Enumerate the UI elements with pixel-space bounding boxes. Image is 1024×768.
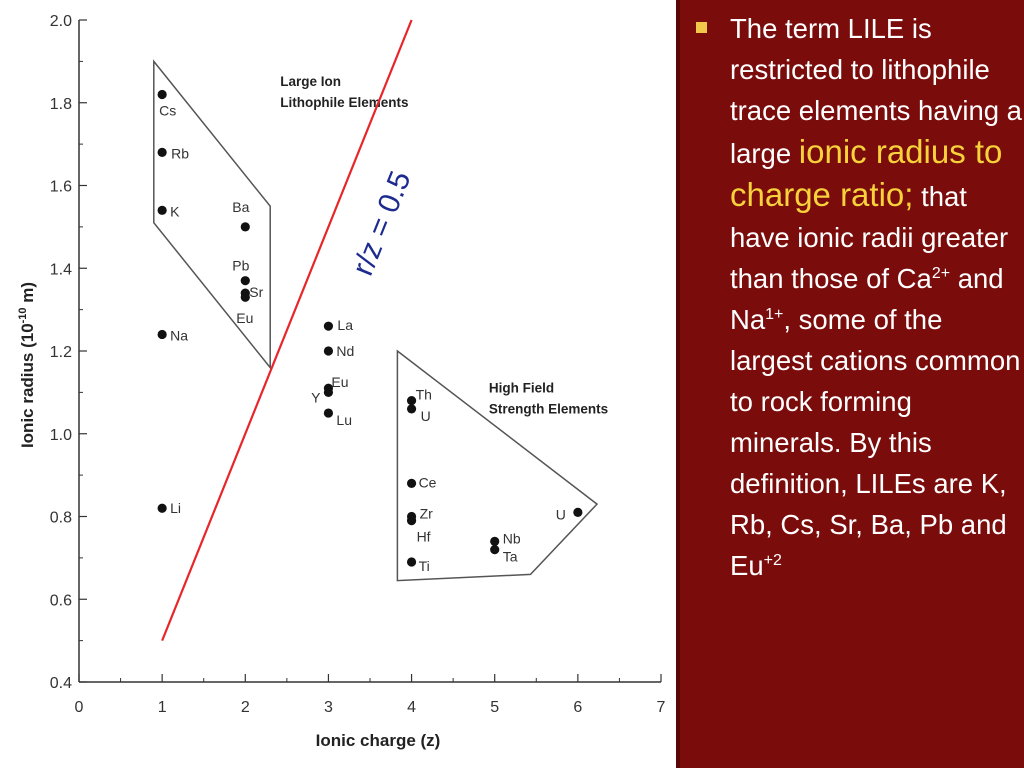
reference-line: [162, 20, 411, 641]
y-tick-label: 0.6: [49, 592, 72, 610]
data-point-na: [158, 330, 167, 339]
point-label-eu: Eu: [331, 374, 349, 391]
data-point-u: [573, 508, 582, 517]
calcium-charge: 2+: [931, 264, 951, 282]
x-tick-label: 4: [407, 699, 417, 716]
y-tick-label: 0.8: [49, 509, 72, 527]
point-label-pb: Pb: [232, 257, 250, 274]
y-tick-label: 1.4: [49, 261, 72, 279]
bullet-text: [730, 8, 1022, 586]
x-axis-label: Ionic charge (z): [315, 731, 441, 750]
data-point-nb: [490, 537, 499, 546]
point-label-u: U: [420, 407, 431, 424]
data-point-ce: [407, 479, 416, 488]
text-panel: [676, 0, 1024, 768]
point-label-eu: Eu: [236, 310, 254, 327]
point-label-la: La: [337, 317, 354, 334]
europium-charge: +2: [763, 551, 782, 569]
data-point-ti: [407, 557, 416, 566]
sodium-charge: 1+: [765, 305, 784, 323]
y-axis-label-unit: m): [18, 281, 37, 308]
data-point-k: [158, 206, 167, 215]
data-point-ta: [490, 545, 499, 554]
x-tick-label: 0: [74, 699, 84, 716]
point-label-li: Li: [170, 500, 182, 517]
point-label-zr: Zr: [419, 505, 433, 522]
point-label-cs: Cs: [159, 102, 177, 119]
data-point-ba: [241, 222, 250, 231]
y-axis-label-main: Ionic radius (10: [18, 323, 37, 449]
y-tick-label: 1.6: [49, 178, 72, 196]
point-label-ce: Ce: [418, 474, 437, 491]
point-label-ba: Ba: [232, 198, 250, 215]
lile-region-label: Lithophile Elements: [280, 95, 409, 111]
point-label-lu: Lu: [336, 412, 353, 429]
data-point-u: [407, 404, 416, 413]
point-label-rb: Rb: [171, 145, 190, 162]
data-point-cs: [158, 90, 167, 99]
x-tick-label: 5: [490, 699, 500, 716]
text-part-4: , some of the largest cations common to rock forming minerals. By this definition, LILEs are K, Rb, Cs, Sr, Ba, Pb and Eu: [730, 304, 1021, 581]
point-label-y: Y: [311, 389, 321, 406]
hfse-region-label: High Field: [488, 380, 555, 396]
point-label-sr: Sr: [249, 284, 264, 301]
lile-region-label: Large Ion: [280, 74, 341, 90]
point-label-ta: Ta: [502, 548, 518, 565]
x-tick-label: 1: [157, 699, 167, 716]
x-tick-label: 6: [573, 699, 583, 716]
y-axis-label: [17, 282, 37, 448]
y-tick-label: 1.0: [49, 426, 72, 444]
y-tick-label: 1.8: [49, 95, 72, 113]
point-label-k: K: [170, 203, 180, 220]
highlighted-phrase: ionic radius to charge ratio;: [730, 133, 1003, 213]
data-point-rb: [158, 148, 167, 157]
y-tick-label: 1.2: [49, 344, 72, 361]
y-tick-label: 2.0: [49, 13, 72, 30]
x-tick-label: 7: [656, 699, 666, 716]
data-point-la: [324, 322, 333, 331]
point-label-u: U: [555, 506, 566, 523]
y-axis-label-exponent: -10: [17, 307, 29, 324]
point-label-ti: Ti: [418, 558, 430, 575]
point-label-th: Th: [415, 386, 432, 403]
x-tick-label: 3: [323, 699, 333, 716]
data-point-li: [158, 504, 167, 513]
point-label-nd: Nd: [336, 343, 355, 359]
data-point-nd: [324, 346, 333, 355]
reference-line-label: r/z = 0.5: [346, 166, 418, 281]
data-point-lu: [324, 408, 333, 417]
x-tick-label: 2: [240, 699, 250, 716]
hfse-region-label: Strength Elements: [488, 401, 609, 417]
y-tick-label: 0.4: [49, 675, 72, 692]
bullet-square-icon: [696, 22, 707, 33]
text-part-2: that have ionic radii greater than those of Ca: [730, 181, 1009, 294]
text-part-1: The term LILE is restricted to lithophile trace elements having a large: [730, 13, 1022, 169]
point-label-na: Na: [170, 327, 189, 344]
point-label-nb: Nb: [502, 530, 521, 547]
point-label-hf: Hf: [416, 528, 431, 545]
text-part-3: and Na: [730, 263, 1004, 335]
data-point-hf: [407, 516, 416, 525]
